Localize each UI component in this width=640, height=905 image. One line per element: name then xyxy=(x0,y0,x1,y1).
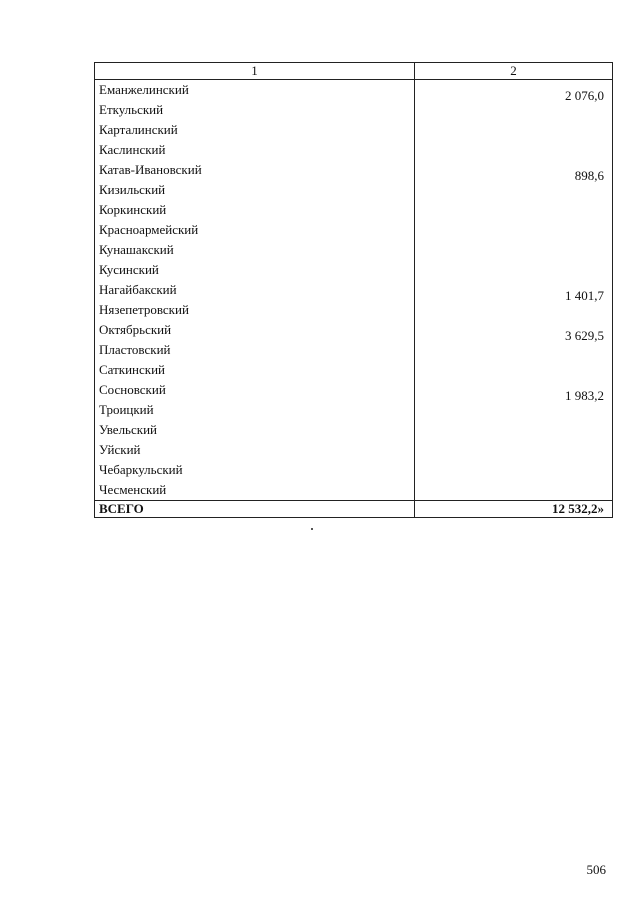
district-value xyxy=(415,260,613,280)
table-row xyxy=(95,320,613,340)
total-row xyxy=(95,501,613,518)
column-header-1: 1 xyxy=(95,63,415,80)
district-name: Саткинский xyxy=(95,360,415,380)
district-value xyxy=(415,340,613,360)
total-label: ВСЕГО xyxy=(95,501,415,518)
district-value xyxy=(415,460,613,480)
district-value xyxy=(415,180,613,200)
table-row xyxy=(95,120,613,140)
district-value xyxy=(415,220,613,240)
table-header-row xyxy=(95,63,613,80)
district-value xyxy=(415,400,613,420)
district-name: Коркинский xyxy=(95,200,415,220)
total-value: 12 532,2» xyxy=(415,501,613,518)
district-value: 1 983,2 xyxy=(415,380,613,400)
page-number: 506 xyxy=(586,862,606,877)
table-row xyxy=(95,260,613,280)
district-name: Увельский xyxy=(95,420,415,440)
district-value xyxy=(415,200,613,220)
district-value: 3 629,5 xyxy=(415,320,613,340)
district-name: Нагайбакский xyxy=(95,280,415,300)
table-row xyxy=(95,420,613,440)
district-name: Карталинский xyxy=(95,120,415,140)
district-value xyxy=(415,360,613,380)
district-name: Уйский xyxy=(95,440,415,460)
table-row xyxy=(95,400,613,420)
district-value: 2 076,0 xyxy=(415,80,613,101)
district-name: Кизильский xyxy=(95,180,415,200)
table-row xyxy=(95,200,613,220)
table-row xyxy=(95,300,613,320)
district-name: Кусинский xyxy=(95,260,415,280)
district-value xyxy=(415,240,613,260)
district-value xyxy=(415,440,613,460)
district-name: Нязепетровский xyxy=(95,300,415,320)
table-row xyxy=(95,80,613,101)
table-row xyxy=(95,440,613,460)
district-value xyxy=(415,480,613,501)
table-body xyxy=(95,80,613,501)
district-value xyxy=(415,300,613,320)
district-value xyxy=(415,140,613,160)
table-row xyxy=(95,480,613,501)
budget-table xyxy=(94,62,613,518)
table-row xyxy=(95,380,613,400)
scan-speck xyxy=(311,528,313,530)
table-row xyxy=(95,220,613,240)
district-name: Пластовский xyxy=(95,340,415,360)
district-name: Октябрьский xyxy=(95,320,415,340)
table-row xyxy=(95,360,613,380)
district-value xyxy=(415,120,613,140)
district-name: Троицкий xyxy=(95,400,415,420)
table-row xyxy=(95,180,613,200)
district-name: Каслинский xyxy=(95,140,415,160)
district-value xyxy=(415,420,613,440)
district-value: 898,6 xyxy=(415,160,613,180)
table-row xyxy=(95,100,613,120)
table-row xyxy=(95,460,613,480)
district-value xyxy=(415,100,613,120)
table-row xyxy=(95,240,613,260)
table-row xyxy=(95,340,613,360)
table-row xyxy=(95,160,613,180)
district-value: 1 401,7 xyxy=(415,280,613,300)
district-name: Чесменский xyxy=(95,480,415,501)
district-name: Еткульский xyxy=(95,100,415,120)
table-row xyxy=(95,140,613,160)
district-name: Еманжелинский xyxy=(95,80,415,101)
table-row xyxy=(95,280,613,300)
district-name: Кунашакский xyxy=(95,240,415,260)
district-name: Сосновский xyxy=(95,380,415,400)
district-name: Катав-Ивановский xyxy=(95,160,415,180)
district-name: Красноармейский xyxy=(95,220,415,240)
district-name: Чебаркульский xyxy=(95,460,415,480)
column-header-2: 2 xyxy=(415,63,613,80)
